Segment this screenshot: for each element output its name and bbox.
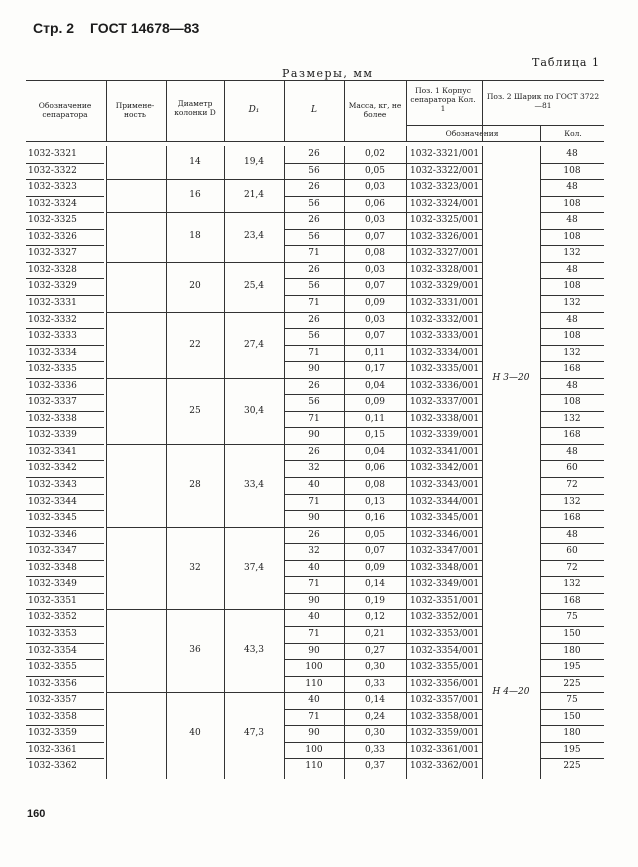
- mass-value: 0,17: [364, 364, 386, 375]
- ball-quantity: 108: [563, 331, 581, 342]
- length-value: 71: [308, 628, 320, 639]
- body-designation: 1032-3359/001: [410, 728, 480, 739]
- table-title: Таблица 1: [532, 56, 600, 69]
- body-designation: 1032-3323/001: [410, 182, 480, 193]
- length-value: 26: [308, 529, 320, 540]
- mass-value: 0,04: [364, 380, 386, 391]
- body-designation: 1032-3348/001: [410, 562, 480, 573]
- length-value: 40: [308, 612, 320, 623]
- d1-value: 47,3: [243, 728, 265, 739]
- column-diameter-value: 36: [189, 645, 201, 656]
- body-designation: 1032-3333/001: [410, 331, 480, 342]
- length-value: 26: [308, 182, 320, 193]
- body-designation: 1032-3332/001: [410, 314, 480, 325]
- d1-value: 33,4: [243, 479, 265, 490]
- d1-value: 27,4: [243, 339, 265, 350]
- mass-value: 0,09: [364, 397, 386, 408]
- d1-value: 43,3: [243, 645, 265, 656]
- body-designation: 1032-3353/001: [410, 628, 480, 639]
- body-designation: 1032-3321/001: [410, 149, 480, 159]
- body-designation: 1032-3349/001: [410, 579, 480, 590]
- column-divider: [540, 125, 541, 141]
- body-designation: 1032-3325/001: [410, 215, 480, 226]
- mass-value: 0,30: [364, 662, 386, 673]
- body-designation: 1032-3352/001: [410, 612, 480, 623]
- ball-quantity: 72: [566, 562, 578, 573]
- separator-designation: 1032-3362: [28, 761, 77, 772]
- mass-value: 0,07: [364, 231, 386, 242]
- ball-quantity: 60: [566, 463, 578, 474]
- separator-designation: 1032-3346: [28, 529, 77, 540]
- group-rule: [106, 444, 284, 445]
- ball-quantity: 48: [566, 446, 578, 457]
- length-value: 90: [308, 595, 320, 606]
- mass-value: 0,07: [364, 331, 386, 342]
- body-designation: 1032-3357/001: [410, 695, 480, 706]
- body-designation: 1032-3339/001: [410, 430, 480, 441]
- column-diameter-value: 40: [189, 728, 201, 739]
- table-top-rule: [26, 80, 604, 81]
- length-value: 26: [308, 264, 320, 275]
- ball-designation: H 3—20: [492, 372, 530, 383]
- d1-value: 23,4: [243, 231, 265, 242]
- column-diameter-value: 14: [189, 157, 201, 167]
- separator-designation: 1032-3352: [28, 612, 77, 623]
- body-designation: 1032-3355/001: [410, 662, 480, 673]
- ball-quantity: 132: [563, 347, 581, 358]
- d1-value: 37,4: [243, 562, 265, 573]
- separator-designation: 1032-3344: [28, 496, 77, 507]
- ball-quantity: 108: [563, 231, 581, 242]
- ball-quantity: 225: [563, 761, 581, 772]
- ball-quantity: 195: [563, 662, 581, 673]
- mass-value: 0,03: [364, 264, 386, 275]
- mass-value: 0,06: [364, 198, 386, 209]
- d1-value: 19,4: [243, 157, 265, 167]
- header-d1: D₁: [248, 105, 260, 115]
- ball-quantity: 225: [563, 678, 581, 689]
- mass-value: 0,06: [364, 463, 386, 474]
- ball-designation: H 4—20: [492, 687, 530, 698]
- length-value: 56: [308, 231, 320, 242]
- separator-designation: 1032-3325: [28, 215, 77, 226]
- ball-quantity: 150: [563, 628, 581, 639]
- mass-value: 0,14: [364, 695, 386, 706]
- length-value: 90: [308, 430, 320, 441]
- separator-designation: 1032-3334: [28, 347, 77, 358]
- header-pos1: Поз. 1 Корпус сепаратора Кол. 1: [410, 86, 476, 113]
- separator-designation: 1032-3338: [28, 413, 77, 424]
- column-divider: [406, 80, 407, 141]
- ball-quantity: 180: [563, 728, 581, 739]
- ball-quantity: 48: [566, 529, 578, 540]
- body-designation: 1032-3334/001: [410, 347, 480, 358]
- mass-value: 0,24: [364, 711, 386, 722]
- length-value: 71: [308, 248, 320, 259]
- mass-value: 0,09: [364, 297, 386, 308]
- mass-value: 0,37: [364, 761, 386, 772]
- body-designation: 1032-3356/001: [410, 678, 480, 689]
- separator-designation: 1032-3339: [28, 430, 77, 441]
- mass-value: 0,19: [364, 595, 386, 606]
- ball-quantity: 168: [563, 513, 581, 524]
- separator-designation: 1032-3354: [28, 645, 77, 656]
- length-value: 26: [308, 149, 320, 159]
- mass-value: 0,27: [364, 645, 386, 656]
- header-column-diameter: Диаметр колонки D: [174, 99, 216, 117]
- column-diameter-value: 28: [189, 479, 201, 490]
- body-designation: 1032-3322/001: [410, 165, 480, 176]
- mass-value: 0,33: [364, 744, 386, 755]
- group-rule: [106, 179, 284, 180]
- header-designation: Обозначение сепаратора: [38, 101, 92, 119]
- column-diameter-value: 20: [189, 280, 201, 291]
- ball-quantity: 180: [563, 645, 581, 656]
- body-designation: 1032-3347/001: [410, 546, 480, 557]
- length-value: 71: [308, 297, 320, 308]
- mass-value: 0,08: [364, 480, 386, 490]
- column-divider: [344, 80, 345, 141]
- body-designation: 1032-3327/001: [410, 248, 480, 259]
- length-value: 40: [308, 562, 320, 573]
- separator-designation: 1032-3323: [28, 182, 77, 193]
- group-rule: [106, 609, 284, 610]
- separator-designation: 1032-3357: [28, 695, 77, 706]
- mass-value: 0,21: [364, 628, 386, 639]
- separator-designation: 1032-3332: [28, 314, 77, 325]
- separator-designation: 1032-3358: [28, 711, 77, 722]
- column-divider: [406, 146, 407, 779]
- mass-value: 0,03: [364, 182, 386, 193]
- length-value: 110: [305, 761, 323, 772]
- separator-designation: 1032-3348: [28, 562, 77, 573]
- mass-value: 0,03: [364, 314, 386, 325]
- header-sub-qty: Кол.: [564, 129, 582, 138]
- length-value: 26: [308, 314, 320, 325]
- length-value: 100: [305, 662, 323, 673]
- length-value: 56: [308, 397, 320, 408]
- group-rule: [106, 378, 284, 379]
- mass-value: 0,05: [364, 529, 386, 540]
- body-designation: 1032-3331/001: [410, 297, 480, 308]
- standard-number: ГОСТ 14678—83: [89, 20, 200, 36]
- length-value: 71: [308, 579, 320, 590]
- length-value: 100: [305, 744, 323, 755]
- separator-designation: 1032-3349: [28, 579, 77, 590]
- mass-value: 0,05: [364, 165, 386, 176]
- column-diameter-value: 16: [189, 190, 201, 201]
- length-value: 56: [308, 281, 320, 292]
- length-value: 110: [305, 678, 323, 689]
- mass-value: 0,13: [364, 496, 386, 507]
- ball-quantity: 168: [563, 595, 581, 606]
- mass-value: 0,11: [364, 347, 386, 358]
- separator-designation: 1032-3329: [28, 281, 77, 292]
- mass-value: 0,04: [364, 446, 386, 457]
- header-l: L: [311, 105, 317, 115]
- separator-designation: 1032-3343: [28, 480, 77, 490]
- column-diameter-value: 18: [189, 231, 201, 242]
- header-bottom-rule: [26, 141, 604, 142]
- length-value: 71: [308, 496, 320, 507]
- separator-designation: 1032-3333: [28, 331, 77, 342]
- ball-quantity: 48: [566, 264, 578, 275]
- ball-quantity: 108: [563, 165, 581, 176]
- body-designation: 1032-3324/001: [410, 198, 480, 209]
- separator-designation: 1032-3328: [28, 264, 77, 275]
- separator-table: [26, 80, 604, 798]
- mass-value: 0,07: [364, 281, 386, 292]
- length-value: 71: [308, 413, 320, 424]
- body-designation: 1032-3328/001: [410, 264, 480, 275]
- mass-value: 0,14: [364, 579, 386, 590]
- ball-quantity: 48: [566, 380, 578, 391]
- mass-value: 0,33: [364, 678, 386, 689]
- d1-value: 21,4: [243, 190, 265, 201]
- length-value: 90: [308, 645, 320, 656]
- body-designation: 1032-3341/001: [410, 446, 480, 457]
- d1-value: 30,4: [243, 405, 265, 416]
- header-pos2: Поз. 2 Шарик по ГОСТ 3722—81: [486, 92, 600, 110]
- ball-quantity: 132: [563, 297, 581, 308]
- separator-designation: 1032-3331: [28, 297, 77, 308]
- mass-value: 0,07: [364, 546, 386, 557]
- column-divider: [106, 146, 107, 779]
- mass-value: 0,15: [364, 430, 386, 441]
- length-value: 90: [308, 364, 320, 375]
- body-designation: 1032-3329/001: [410, 281, 480, 292]
- body-designation: 1032-3351/001: [410, 595, 480, 606]
- body-designation: 1032-3354/001: [410, 645, 480, 656]
- mass-value: 0,11: [364, 413, 386, 424]
- body-designation: 1032-3345/001: [410, 513, 480, 524]
- dimensions-label: Размеры, мм: [282, 67, 374, 80]
- ball-quantity: 168: [563, 430, 581, 441]
- mass-value: 0,09: [364, 562, 386, 573]
- separator-designation: 1032-3341: [28, 446, 77, 457]
- mass-value: 0,03: [364, 215, 386, 226]
- column-divider: [482, 80, 483, 141]
- length-value: 40: [308, 695, 320, 706]
- column-divider: [166, 80, 167, 141]
- separator-designation: 1032-3345: [28, 513, 77, 524]
- separator-designation: 1032-3324: [28, 198, 77, 209]
- body-designation: 1032-3346/001: [410, 529, 480, 540]
- ball-quantity: 132: [563, 248, 581, 259]
- ball-quantity: 168: [563, 364, 581, 375]
- pos-subheader-rule: [406, 125, 604, 126]
- separator-designation: 1032-3356: [28, 678, 77, 689]
- body-designation: 1032-3342/001: [410, 463, 480, 474]
- body-designation: 1032-3361/001: [410, 744, 480, 755]
- separator-designation: 1032-3336: [28, 380, 77, 391]
- separator-designation: 1032-3351: [28, 595, 77, 606]
- ball-quantity: 48: [566, 182, 578, 193]
- ball-quantity: 75: [566, 695, 578, 706]
- group-rule: [106, 212, 284, 213]
- body-designation: 1032-3344/001: [410, 496, 480, 507]
- group-rule: [106, 527, 284, 528]
- separator-designation: 1032-3342: [28, 463, 77, 474]
- column-divider: [106, 80, 107, 141]
- column-divider: [224, 80, 225, 141]
- separator-designation: 1032-3347: [28, 546, 77, 557]
- body-designation: 1032-3337/001: [410, 397, 480, 408]
- ball-quantity: 195: [563, 744, 581, 755]
- separator-designation: 1032-3355: [28, 662, 77, 673]
- ball-quantity: 132: [563, 496, 581, 507]
- body-designation: 1032-3343/001: [410, 480, 480, 490]
- ball-quantity: 150: [563, 711, 581, 722]
- body-designation: 1032-3326/001: [410, 231, 480, 242]
- length-value: 56: [308, 198, 320, 209]
- length-value: 90: [308, 513, 320, 524]
- column-diameter-value: 22: [189, 339, 201, 350]
- ball-quantity: 132: [563, 579, 581, 590]
- mass-value: 0,16: [364, 513, 386, 524]
- header-applicability: Примене-ность: [115, 101, 155, 119]
- body-designation: 1032-3338/001: [410, 413, 480, 424]
- length-value: 40: [308, 480, 320, 490]
- body-designation: 1032-3335/001: [410, 364, 480, 375]
- mass-value: 0,12: [364, 612, 386, 623]
- header-mass: Масса, кг, не более: [348, 101, 402, 119]
- mass-value: 0,30: [364, 728, 386, 739]
- ball-quantity: 108: [563, 397, 581, 408]
- separator-designation: 1032-3326: [28, 231, 77, 242]
- separator-designation: 1032-3337: [28, 397, 77, 408]
- length-value: 56: [308, 331, 320, 342]
- group-rule: [106, 312, 284, 313]
- ball-quantity: 48: [566, 215, 578, 226]
- separator-designation: 1032-3353: [28, 628, 77, 639]
- separator-designation: 1032-3335: [28, 364, 77, 375]
- length-value: 90: [308, 728, 320, 739]
- column-diameter-value: 32: [189, 562, 201, 573]
- column-divider: [284, 80, 285, 141]
- ball-quantity: 48: [566, 314, 578, 325]
- header-sub-designation: Обозначения: [445, 129, 499, 138]
- length-value: 26: [308, 380, 320, 391]
- mass-value: 0,08: [364, 248, 386, 259]
- separator-designation: 1032-3359: [28, 728, 77, 739]
- page-header: [33, 20, 199, 36]
- mass-value: 0,02: [364, 149, 386, 159]
- length-value: 26: [308, 446, 320, 457]
- length-value: 32: [308, 463, 320, 474]
- length-value: 32: [308, 546, 320, 557]
- body-designation: 1032-3336/001: [410, 380, 480, 391]
- ball-quantity: 108: [563, 281, 581, 292]
- ball-quantity: 48: [566, 149, 578, 159]
- page-number: 160: [27, 808, 46, 820]
- d1-value: 25,4: [243, 280, 265, 291]
- ball-quantity: 132: [563, 413, 581, 424]
- length-value: 26: [308, 215, 320, 226]
- length-value: 71: [308, 347, 320, 358]
- body-designation: 1032-3362/001: [410, 761, 480, 772]
- group-rule: [106, 262, 284, 263]
- length-value: 56: [308, 165, 320, 176]
- length-value: 71: [308, 711, 320, 722]
- ball-quantity: 72: [566, 480, 578, 490]
- separator-designation: 1032-3361: [28, 744, 77, 755]
- body-designation: 1032-3358/001: [410, 711, 480, 722]
- separator-designation: 1032-3327: [28, 248, 77, 259]
- separator-designation: 1032-3322: [28, 165, 77, 176]
- separator-designation: 1032-3321: [28, 149, 77, 159]
- page-label: Стр. 2: [33, 20, 75, 36]
- ball-quantity: 108: [563, 198, 581, 209]
- group-rule: [106, 692, 284, 693]
- ball-quantity: 60: [566, 546, 578, 557]
- ball-quantity: 75: [566, 612, 578, 623]
- column-diameter-value: 25: [189, 405, 201, 416]
